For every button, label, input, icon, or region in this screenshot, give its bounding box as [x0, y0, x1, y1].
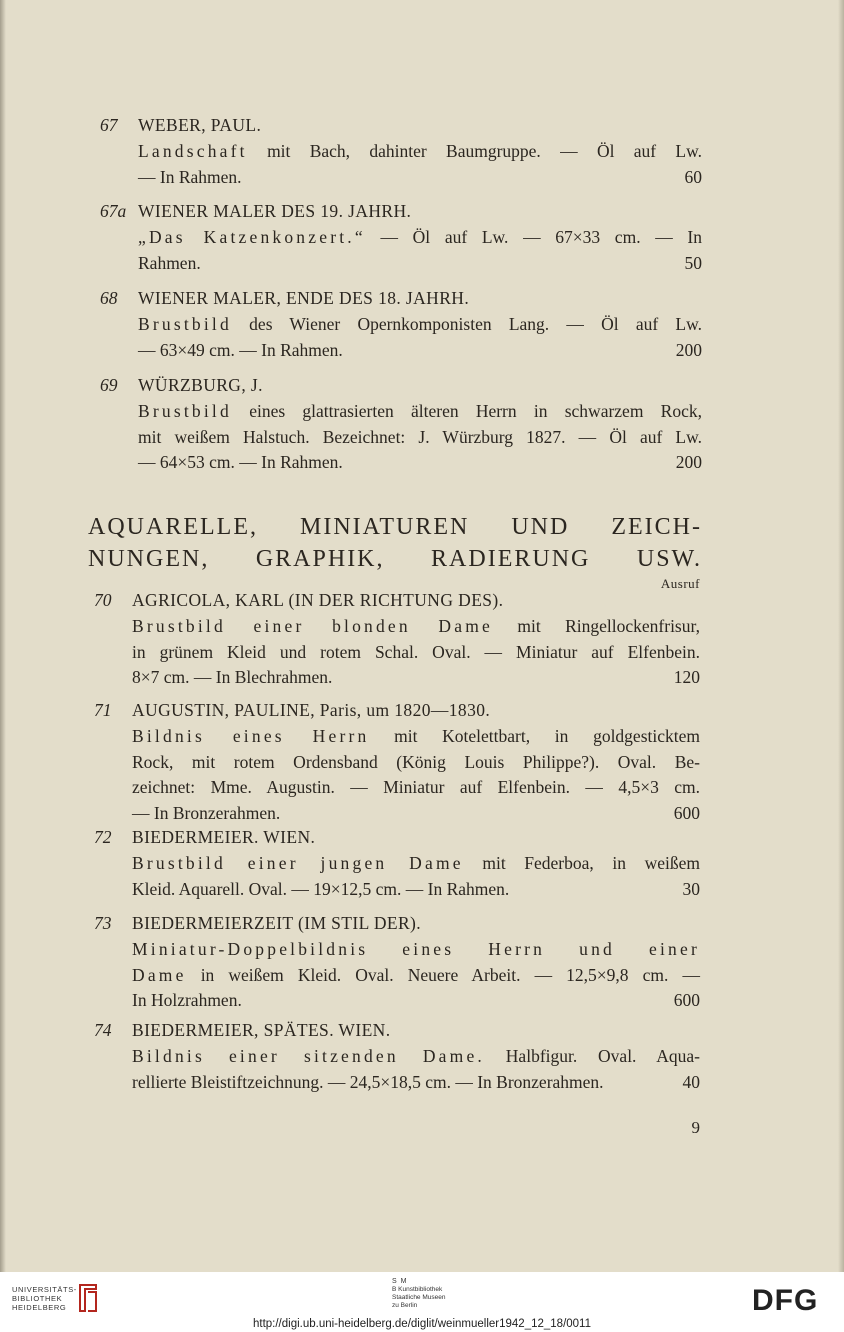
- description-rest: Halbfigur. Oval. Aqua-: [485, 1045, 701, 1066]
- description-text: [132, 851, 700, 875]
- entry-heading-row: [0, 588, 844, 612]
- description-rest: mit weißem Halstuch. Bezeichnet: J. Würzburg 1827. — Öl auf Lw.: [138, 426, 702, 447]
- estimate-price: 600: [673, 803, 700, 824]
- description-text: [138, 225, 702, 249]
- description-text: [132, 963, 700, 987]
- description-line: [0, 165, 844, 189]
- description-rest: — In Bronzerahmen.: [132, 803, 281, 824]
- library-name-line: UNIVERSITÄTS-: [12, 1285, 77, 1294]
- entry-heading-row: [0, 825, 844, 849]
- spaced-title: Bildnis eines Herrn: [132, 725, 370, 746]
- artist-name: WEBER, PAUL.: [138, 115, 262, 135]
- lot-number: 74: [94, 1020, 112, 1040]
- description-rest: Rock, mit rotem Ordensband (König Louis Philippe?). Oval. Be-: [132, 751, 700, 772]
- description-line: [0, 877, 844, 901]
- section-title-line-2: NUNGEN, GRAPHIK, RADIERUNG USW.: [88, 546, 702, 572]
- description-rest: mit Bach, dahinter Baumgruppe. — Öl auf Lw.: [247, 140, 702, 161]
- artist-name: WIENER MALER DES 19. JAHRH.: [138, 201, 412, 221]
- museum-monogram: S M: [392, 1278, 408, 1285]
- description-line: [0, 640, 844, 664]
- spaced-title: Landschaft: [138, 140, 248, 161]
- description-rest: eines glattrasierten älteren Herrn in schwarzem Rock,: [231, 400, 702, 421]
- heidelberg-emblem-icon: [76, 1282, 100, 1314]
- description-rest: In Holzrahmen.: [132, 990, 242, 1011]
- museum-logo[interactable]: [392, 1278, 482, 1310]
- description-rest: — Öl auf Lw. — 67×33 cm. — In: [365, 226, 702, 247]
- description-line: [0, 251, 844, 275]
- artist-name: BIEDERMEIERZEIT (IM STIL DER).: [132, 913, 422, 933]
- estimate-price: 120: [673, 667, 700, 688]
- description-line: [0, 450, 844, 474]
- museum-name-line: zu Berlin: [392, 1302, 418, 1309]
- description-text: [132, 801, 700, 825]
- dfg-logo[interactable]: DFG: [752, 1284, 819, 1317]
- lot-number: 70: [94, 590, 112, 610]
- description-line: [0, 750, 844, 774]
- description-text: [132, 640, 700, 664]
- spaced-title: Miniatur-Doppelbildnis eines Herrn und einer: [132, 938, 700, 959]
- description-rest: mit Federboa, in weißem: [463, 852, 700, 873]
- entry-heading-row: [0, 286, 844, 310]
- estimate-price: 40: [682, 1071, 700, 1092]
- description-line: [0, 988, 844, 1012]
- description-rest: — 64×53 cm. — In Rahmen.: [138, 452, 343, 473]
- description-rest: mit Kotelettbart, in goldgesticktem: [369, 725, 700, 746]
- spaced-title: Brustbild: [138, 313, 232, 334]
- description-text: [138, 251, 702, 275]
- description-line: [0, 225, 844, 249]
- description-text: [138, 165, 702, 189]
- library-name-line: HEIDELBERG: [12, 1303, 67, 1312]
- description-line: [0, 775, 844, 799]
- spaced-title: Brustbild: [138, 400, 232, 421]
- description-line: [0, 963, 844, 987]
- estimate-price: 200: [675, 339, 702, 360]
- entry-heading-row: [0, 698, 844, 722]
- description-text: [132, 775, 700, 799]
- description-text: [138, 450, 702, 474]
- entry-heading-row: [0, 113, 844, 137]
- description-line: [0, 1044, 844, 1068]
- description-line: [0, 399, 844, 423]
- description-rest: Kleid. Aquarell. Oval. — 19×12,5 cm. — In Rahmen.: [132, 878, 510, 899]
- description-text: [132, 937, 700, 961]
- museum-name-line: B Kunstbibliothek: [392, 1286, 443, 1293]
- lot-number: 67a: [100, 201, 127, 221]
- section-title-line-1: AQUARELLE, MINIATUREN UND ZEICH-: [88, 514, 702, 540]
- description-rest: rellierte Bleistiftzeichnung. — 24,5×18,5 cm. — In Bronzerahmen.: [132, 1071, 604, 1092]
- description-line: [0, 851, 844, 875]
- artist-name: BIEDERMEIER, SPÄTES. WIEN.: [132, 1020, 391, 1040]
- spaced-title: Brustbild einer blonden Dame: [132, 615, 494, 636]
- description-rest: Rahmen.: [138, 252, 201, 273]
- library-name-line: BIBLIOTHEK: [12, 1294, 63, 1303]
- page-number: 9: [691, 1118, 700, 1137]
- description-line: [0, 312, 844, 336]
- description-rest: — 63×49 cm. — In Rahmen.: [138, 339, 343, 360]
- description-line: [0, 1070, 844, 1094]
- description-line: [0, 614, 844, 638]
- ausruf-label: Ausruf: [660, 576, 700, 591]
- description-text: [138, 399, 702, 423]
- description-rest: 8×7 cm. — In Blechrahmen.: [132, 667, 333, 688]
- artist-name: WÜRZBURG, J.: [138, 375, 263, 395]
- description-rest: des Wiener Opernkomponisten Lang. — Öl auf Lw.: [231, 313, 702, 334]
- description-text: [132, 877, 700, 901]
- entry-heading-row: [0, 373, 844, 397]
- lot-number: 68: [100, 288, 118, 308]
- description-rest: in weißem Kleid. Oval. Neuere Arbeit. — 12,5×9,8 cm. —: [186, 964, 700, 985]
- permalink-url[interactable]: http://digi.ub.uni-heidelberg.de/diglit/weinmueller1942_12_18/0011: [252, 1318, 591, 1330]
- description-text: [132, 1044, 700, 1068]
- lot-number: 73: [94, 913, 112, 933]
- description-line: [0, 724, 844, 748]
- description-line: [0, 665, 844, 689]
- estimate-price: 600: [673, 990, 700, 1011]
- museum-name-line: Staatliche Museen: [392, 1294, 446, 1301]
- spaced-title: Dame: [132, 964, 187, 985]
- description-line: [0, 425, 844, 449]
- estimate-price: 200: [675, 452, 702, 473]
- estimate-price: 50: [684, 252, 702, 273]
- description-text: [132, 614, 700, 638]
- artist-name: AGRICOLA, KARL (IN DER RICHTUNG DES).: [132, 590, 504, 610]
- estimate-price: 30: [682, 878, 700, 899]
- lot-number: 72: [94, 827, 112, 847]
- description-text: [132, 665, 700, 689]
- estimate-price: 60: [684, 166, 702, 187]
- description-text: [138, 312, 702, 336]
- description-text: [138, 139, 702, 163]
- description-rest: mit Ringellockenfrisur,: [493, 615, 700, 636]
- lot-number: 71: [94, 700, 112, 720]
- description-line: [0, 338, 844, 362]
- lot-number: 67: [100, 115, 118, 135]
- description-text: [138, 425, 702, 449]
- artist-name: AUGUSTIN, PAULINE, Paris, um 1820—1830.: [132, 700, 491, 720]
- description-text: [132, 1070, 700, 1094]
- description-text: [132, 724, 700, 748]
- description-line: [0, 801, 844, 825]
- description-text: [132, 988, 700, 1012]
- lot-number: 69: [100, 375, 118, 395]
- spaced-title: Brustbild einer jungen Dame: [132, 852, 464, 873]
- entry-heading-row: [0, 199, 844, 223]
- description-rest: in grünem Kleid und rotem Schal. Oval. — Miniatur auf Elfenbein.: [132, 641, 700, 662]
- description-line: [0, 937, 844, 961]
- description-rest: zeichnet: Mme. Augustin. — Miniatur auf Elfenbein. — 4,5×3 cm.: [132, 777, 700, 798]
- description-rest: — In Rahmen.: [138, 166, 242, 187]
- artist-name: WIENER MALER, ENDE DES 18. JAHRH.: [138, 288, 470, 308]
- description-text: [138, 338, 702, 362]
- entry-heading-row: [0, 1018, 844, 1042]
- artist-name: BIEDERMEIER. WIEN.: [132, 827, 316, 847]
- spaced-title: „Das Katzenkonzert.“: [138, 226, 366, 247]
- description-text: [132, 750, 700, 774]
- description-line: [0, 139, 844, 163]
- spaced-title: Bildnis einer sitzenden Dame.: [132, 1045, 485, 1066]
- entry-heading-row: [0, 911, 844, 935]
- heidelberg-library-logo[interactable]: [12, 1285, 77, 1312]
